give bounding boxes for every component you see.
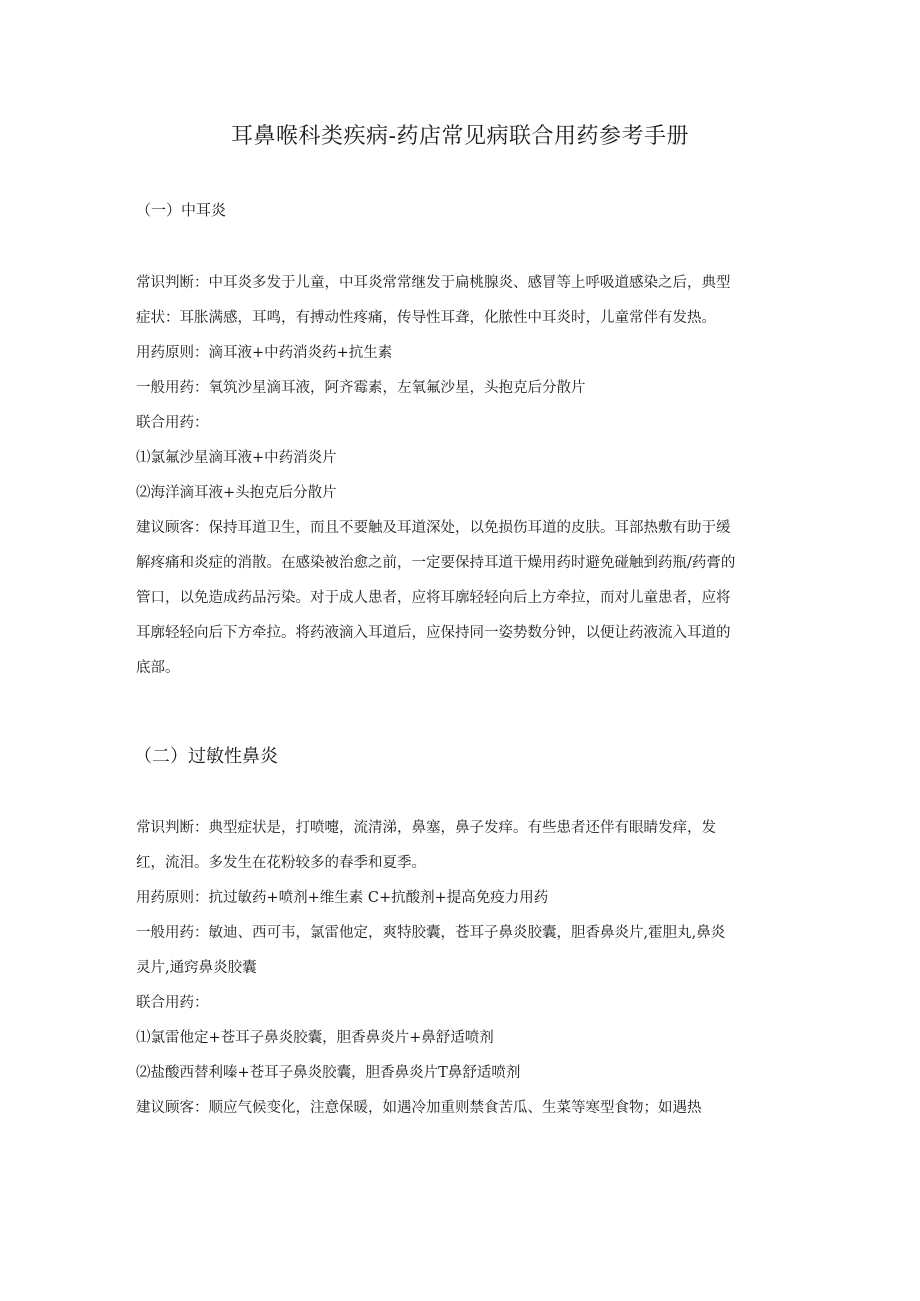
customer-advice-line: 管口，以免造成药品污染。对于成人患者，应将耳廓轻轻向后上方牵拉，而对儿童患者，应将 <box>136 590 731 606</box>
general-medication: 一般用药：氧筑沙星滴耳液，阿齐霉素，左氧氟沙星，头抱克后分散片 <box>136 380 586 396</box>
customer-advice-line: 建议顾客：顺应气候变化，注意保暖，如遇冷加重则禁食苦瓜、生菜等寒型食物；如遇热 <box>136 1100 702 1116</box>
section-otitis-media-body <box>136 266 776 686</box>
combination-item: ⑴氯雷他定+苍耳子鼻炎胶囊，胆香鼻炎片+鼻舒适喷剂 <box>136 1030 494 1046</box>
combination-item: ⑵盐酸西替利嗪+苍耳子鼻炎胶囊，胆香鼻炎片T鼻舒适喷剂 <box>136 1065 521 1081</box>
medication-principle: 用药原则：滴耳液+中药消炎药+抗生素 <box>136 345 393 361</box>
general-medication: 一般用药：敏迪、西可韦，氯雷他定，爽特胶囊，苍耳子鼻炎胶囊，胆香鼻炎片,霍胆丸,鼻炎 <box>136 925 726 941</box>
customer-advice-line: 解疼痛和炎症的消散。在感染被治愈之前，一定要保持耳道干燥用药时避免碰触到药瓶/药膏的 <box>136 555 736 571</box>
combination-label: 联合用药： <box>136 995 209 1011</box>
section-heading-allergic-rhinitis: （二）过敏性鼻炎 <box>134 746 278 767</box>
common-sense-line: 症状：耳胀满感，耳鸣，有搏动性疼痛，传导性耳聋，化脓性中耳炎时，儿童常伴有发热。 <box>136 310 716 326</box>
common-sense-line: 常识判断：中耳炎多发于儿童，中耳炎常常继发于扁桃腺炎、感冒等上呼吸道感染之后，典型 <box>136 275 731 291</box>
document-title: 耳鼻喉科类疾病-药店常见病联合用药参考手册 <box>231 124 689 149</box>
combination-item: ⑵海洋滴耳液+头抱克后分散片 <box>136 485 337 501</box>
section-allergic-rhinitis-body <box>136 811 776 1126</box>
combination-label: 联合用药： <box>136 415 209 431</box>
common-sense-line: 常识判断：典型症状是，打喷嚏，流清涕，鼻塞，鼻子发痒。有些患者还伴有眼睛发痒，发 <box>136 820 716 836</box>
section-heading-otitis-media: （一）中耳炎 <box>136 201 227 219</box>
customer-advice-line: 建议顾客：保持耳道卫生，而且不要触及耳道深处，以免损伤耳道的皮肤。耳部热敷有助于缓 <box>136 520 731 536</box>
common-sense-line: 红，流泪。多发生在花粉较多的春季和夏季。 <box>136 855 426 871</box>
general-medication: 灵片,通窍鼻炎胶囊 <box>136 960 257 976</box>
customer-advice-line: 底部。 <box>136 660 180 676</box>
customer-advice-line: 耳廓轻轻向后下方牵拉。将药液滴入耳道后，应保持同一姿势数分钟，以便让药液流入耳道的 <box>136 625 731 641</box>
combination-item: ⑴氯氟沙星滴耳液+中药消炎片 <box>136 450 337 466</box>
medication-principle: 用药原则：抗过敏药+喷剂+维生素 C+抗酸剂+提高免疫力用药 <box>136 890 549 906</box>
